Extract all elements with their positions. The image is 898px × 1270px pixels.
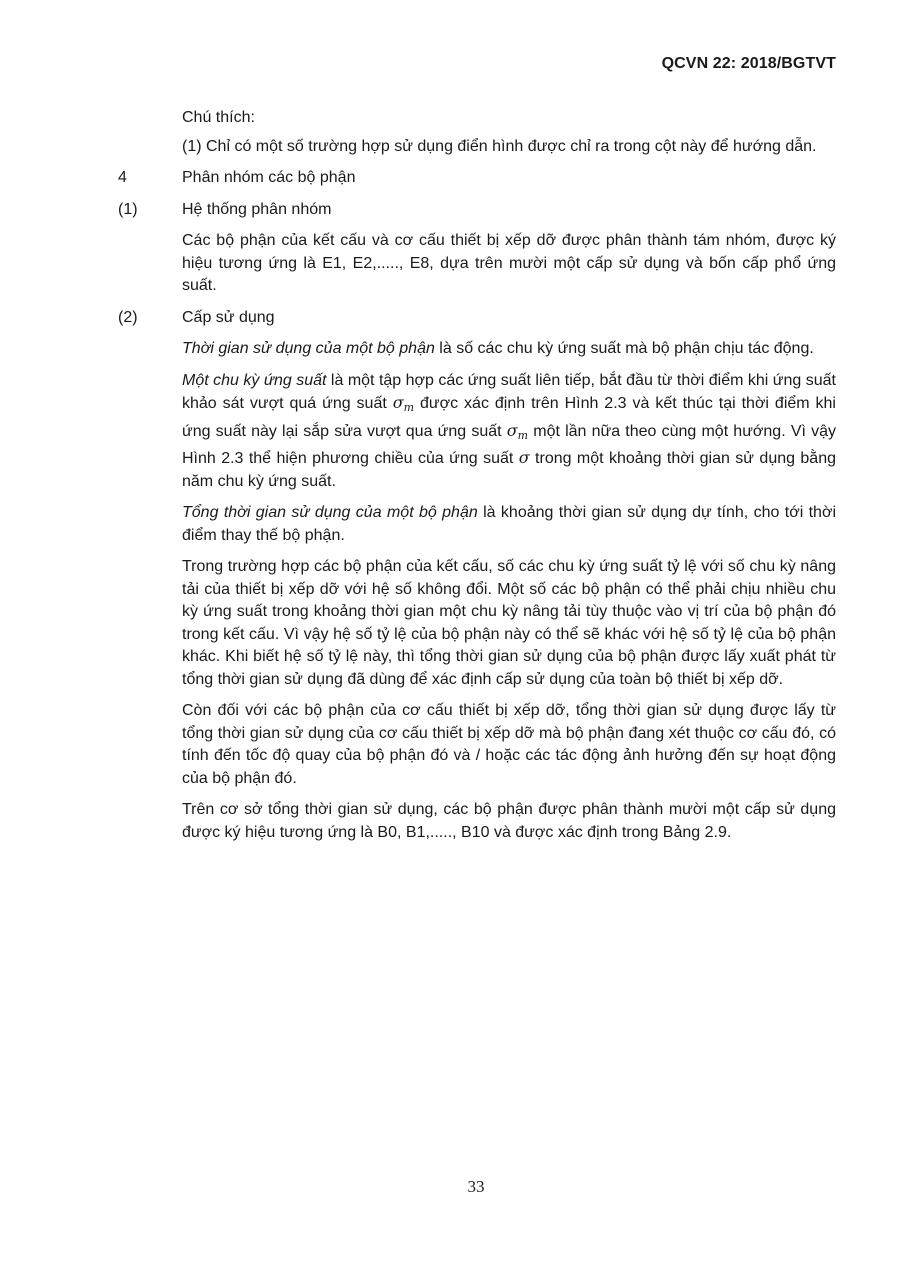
- sigma-symbol: σ: [518, 448, 530, 467]
- section-title: Phân nhóm các bộ phận: [182, 169, 356, 186]
- sigma-m-symbol: $\sigma_m$: [392, 393, 415, 414]
- classification-paragraph: Trên cơ sở tổng thời gian sử dụng, các bộ phận được phân thành mười một cấp sử dụng được ký hiệu tương ứng là B0, B1,....., B10 và được xác định trong Bảng 2.9.: [182, 801, 836, 841]
- subsection-title: Hệ thống phân nhóm: [182, 200, 332, 218]
- page-number: 33: [467, 1177, 485, 1196]
- defined-term: Thời gian sử dụng của một bộ phận: [182, 340, 435, 357]
- defined-term: Một chu kỳ ứng suất: [182, 371, 327, 389]
- paragraph-text: là số các chu kỳ ứng suất mà bộ phận chịu tác động.: [434, 340, 814, 357]
- mechanism-members-paragraph: Còn đối với các bộ phận của cơ cấu thiết bị xếp dỡ, tổng thời gian sử dụng được lấy từ tổng thời gian sử dụng của cơ cấu thiết bị xếp dỡ mà bộ phận đang xét thuộc cơ cấu đó, có tính đến tốc độ quay của bộ phận đó và / hoặc các tác động ảnh hưởng đến sự hoạt động của bộ phận đó.: [182, 702, 836, 787]
- subsection-number: (2): [118, 308, 138, 326]
- stress-cycle-paragraph: [182, 370, 836, 494]
- paragraph-text: là một tập hợp các ứng suất liên tiếp, bắt đầu từ thời điểm khi ứng suất khảo sát vượt quá ứng suất: [182, 371, 836, 412]
- grouping-paragraph: Các bộ phận của kết cấu và cơ cấu thiết bị xếp dỡ được phân thành tám nhóm, được ký hiệu tương ứng là E1, E2,....., E8, dựa trên mười một cấp sử dụng và bốn cấp phổ ứng suất.: [182, 232, 836, 294]
- section-4-heading: [118, 167, 836, 190]
- subsection-number: (1): [118, 200, 138, 218]
- paragraph-text: một lần nữa theo cùng một hướng. Vì vậy Hình 2.3 thể hiện phương chiều của ứng suất: [182, 422, 836, 467]
- page-content: [118, 107, 836, 853]
- paragraph-text: là khoảng thời gian sử dụng dự tính, cho tới thời điểm thay thế bộ phận.: [182, 504, 836, 544]
- service-time-paragraph: [182, 338, 836, 361]
- notes-label: Chú thích:: [182, 109, 255, 126]
- paragraph-text: được xác định trên Hình 2.3 và kết thúc tại thời điểm khi ứng suất này lại sắp sửa vượt qua ứng suất: [182, 395, 836, 440]
- note-1: (1) Chỉ có một số trường hợp sử dụng điển hình được chỉ ra trong cột này để hướng dẫn.: [182, 137, 817, 155]
- paragraph-text: trong một khoảng thời gian sử dụng bằng năm chu kỳ ứng suất.: [182, 450, 836, 490]
- section-number: 4: [118, 169, 127, 186]
- sigma-m-symbol: $\sigma_m$: [506, 420, 529, 442]
- structure-members-paragraph: Trong trường hợp các bộ phận của kết cấu, số các chu kỳ ứng suất tỷ lệ với số chu kỳ nâng tải của thiết bị xếp dỡ với hệ số không đổi. Một số các bộ phận có thể phải chịu nhiều chu kỳ ứng suất trong khoảng thời gian một chu kỳ nâng tải tùy thuộc vào vị trí của bộ phận đó trong kết cấu. Vì vậy hệ số tỷ lệ của bộ phận này có thể sẽ khác với hệ số tỷ lệ của bộ phận khác. Khi biết hệ số tỷ lệ này, thì tổng thời gian sử dụng của bộ phận được lấy xuất phát từ tổng thời gian sử dụng đã dùng để xác định cấp sử dụng của toàn bộ thiết bị xếp dỡ.: [182, 558, 836, 688]
- subsection-2-heading: [118, 307, 836, 330]
- document-code-header: QCVN 22: 2018/BGTVT: [661, 55, 836, 72]
- subsection-1-heading: [118, 199, 836, 222]
- defined-term: Tổng thời gian sử dụng của một bộ phận: [182, 504, 478, 521]
- subsection-title: Cấp sử dụng: [182, 308, 275, 326]
- total-service-time-paragraph: [182, 502, 836, 547]
